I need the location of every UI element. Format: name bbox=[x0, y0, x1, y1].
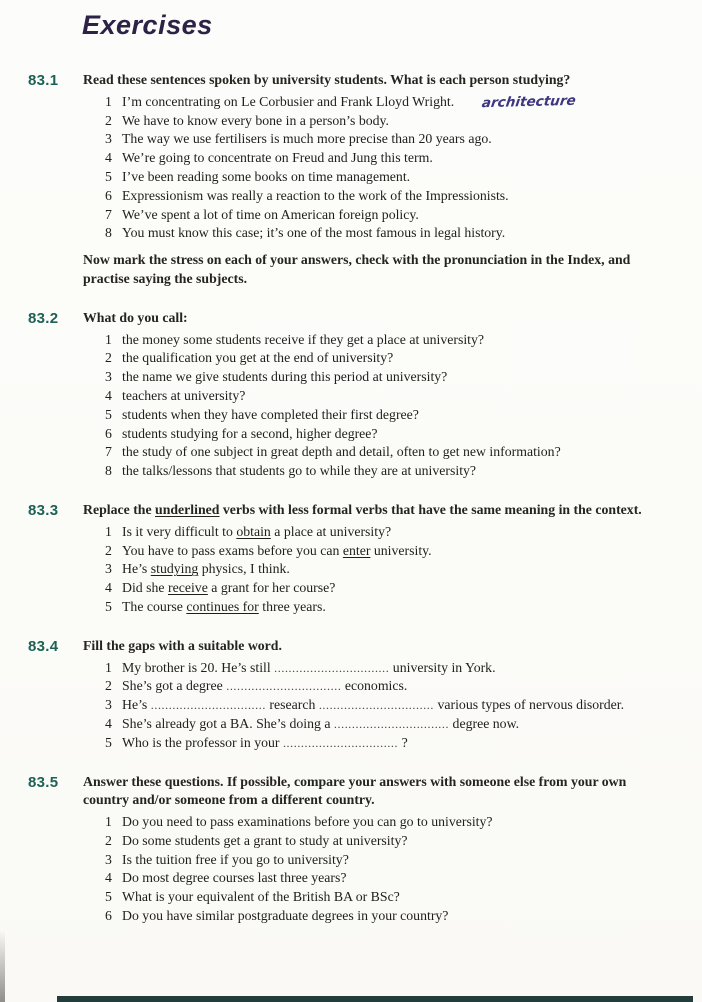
item-text bbox=[122, 598, 670, 617]
item-text bbox=[122, 734, 670, 753]
item-number: 3 bbox=[105, 851, 112, 867]
item-number: 2 bbox=[105, 678, 112, 694]
text-segment: He’s bbox=[122, 697, 151, 713]
exercise-instruction bbox=[83, 773, 670, 811]
text-segment: physics, I think. bbox=[198, 561, 290, 577]
item-text bbox=[122, 224, 670, 243]
item-text bbox=[122, 368, 670, 387]
item-number: 4 bbox=[105, 715, 112, 731]
item-text bbox=[122, 93, 670, 112]
exercise-instruction bbox=[83, 71, 670, 90]
fill-gap-blank[interactable]: ................................ bbox=[274, 660, 390, 675]
item-number: 6 bbox=[105, 187, 112, 203]
item-text bbox=[122, 331, 670, 350]
item-text bbox=[122, 907, 670, 926]
text-segment: Is it very difficult to bbox=[122, 523, 237, 539]
item-number: 2 bbox=[105, 350, 112, 366]
item-number: 1 bbox=[105, 331, 112, 347]
exercise-body bbox=[83, 637, 702, 753]
exercise-83-3 bbox=[0, 501, 702, 617]
exercise-item bbox=[105, 677, 670, 696]
text-segment: We have to know every bone in a person’s body. bbox=[122, 112, 389, 128]
text-segment: Do some students get a grant to study at university? bbox=[122, 832, 408, 848]
item-text bbox=[122, 851, 670, 870]
text-segment: The way we use fertilisers is much more precise than 20 years ago. bbox=[122, 131, 492, 147]
exercise-item bbox=[105, 888, 670, 907]
exercise-item bbox=[105, 406, 670, 425]
exercise-instruction bbox=[83, 637, 670, 656]
item-number: 2 bbox=[105, 542, 112, 558]
exercise-item bbox=[105, 869, 670, 888]
page-title: Exercises bbox=[82, 10, 213, 40]
exercise-item bbox=[105, 832, 670, 851]
text-segment: Read these sentences spoken by university students. What is each person studying? bbox=[83, 72, 571, 87]
item-number: 1 bbox=[105, 523, 112, 539]
text-segment: degree now. bbox=[449, 715, 520, 731]
exercise-item bbox=[105, 187, 670, 206]
exercise-number: 83.3 bbox=[28, 501, 59, 519]
item-number: 5 bbox=[105, 889, 112, 905]
text-segment: the money some students receive if they get a place at university? bbox=[122, 331, 485, 347]
item-text bbox=[122, 542, 670, 561]
exercise-83-5 bbox=[0, 773, 702, 926]
page-edge-shadow bbox=[0, 930, 5, 1002]
item-text bbox=[122, 168, 670, 187]
item-number: 1 bbox=[105, 659, 112, 675]
exercise-item-list bbox=[83, 331, 670, 481]
text-segment: research bbox=[265, 697, 319, 713]
exercise-item bbox=[105, 907, 670, 926]
exercise-item bbox=[105, 206, 670, 225]
exercise-item bbox=[105, 462, 670, 481]
item-number: 1 bbox=[105, 814, 112, 830]
item-text bbox=[122, 387, 670, 406]
item-text bbox=[122, 677, 670, 696]
text-segment: I’ve been reading some books on time management. bbox=[122, 168, 411, 184]
exercise-83-2 bbox=[0, 309, 702, 481]
text-segment: I’m concentrating on Le Corbusier and Frank Lloyd Wright. bbox=[122, 93, 455, 109]
text-segment: You must know this case; it’s one of the most famous in legal history. bbox=[122, 225, 506, 241]
text-segment: Is the tuition free if you go to university? bbox=[122, 851, 349, 867]
exercise-item bbox=[105, 734, 670, 753]
item-text bbox=[122, 349, 670, 368]
text-segment: university in York. bbox=[389, 659, 496, 675]
item-text bbox=[122, 112, 670, 131]
item-text bbox=[122, 579, 670, 598]
item-text bbox=[122, 130, 670, 149]
item-number: 7 bbox=[105, 444, 112, 460]
item-text bbox=[122, 425, 670, 444]
fill-gap-blank[interactable]: ................................ bbox=[150, 698, 266, 713]
text-segment: Replace the bbox=[83, 501, 156, 517]
item-number: 4 bbox=[105, 150, 112, 166]
exercise-item bbox=[105, 659, 670, 678]
exercise-item bbox=[105, 696, 670, 715]
text-segment: Did she bbox=[122, 580, 168, 596]
underlined-word: receive bbox=[168, 580, 208, 596]
item-number: 4 bbox=[105, 870, 112, 886]
text-segment: the talks/lessons that students go to while they are at university? bbox=[122, 463, 477, 479]
item-text bbox=[122, 560, 670, 579]
handwritten-answer: architecture bbox=[480, 92, 577, 112]
text-segment: Do you need to pass examinations before you can go to university? bbox=[122, 814, 493, 830]
text-segment: What do you call: bbox=[83, 309, 188, 325]
exercise-item bbox=[105, 715, 670, 734]
underlined-word: enter bbox=[342, 542, 371, 558]
item-text bbox=[122, 813, 670, 832]
footer-bar bbox=[57, 996, 693, 1002]
exercise-item-list bbox=[83, 93, 670, 243]
exercise-item bbox=[105, 112, 670, 131]
exercise-item bbox=[105, 224, 670, 243]
exercise-item bbox=[105, 168, 670, 187]
text-segment: Who is the professor in your bbox=[122, 734, 283, 750]
exercise-item bbox=[105, 443, 670, 462]
item-number: 5 bbox=[105, 406, 112, 422]
text-segment: She’s already got a BA. She’s doing a bbox=[122, 715, 334, 731]
text-segment: Answer these questions. If possible, compare your answers with someone else from your own country and/or someone from a different country. bbox=[83, 773, 627, 808]
exercise-item bbox=[105, 542, 670, 561]
exercise-body bbox=[83, 309, 702, 481]
exercise-83-1 bbox=[0, 71, 702, 289]
item-text bbox=[122, 696, 670, 715]
fill-gap-blank[interactable]: ................................ bbox=[333, 716, 450, 731]
item-text bbox=[122, 206, 670, 225]
text-segment: a grant for her course? bbox=[207, 580, 336, 596]
text-segment: university. bbox=[370, 542, 432, 558]
exercise-item-list bbox=[83, 659, 670, 753]
text-segment: You have to pass exams before you can bbox=[122, 542, 343, 558]
text-segment: Fill the gaps with a suitable word. bbox=[83, 637, 282, 653]
fill-gap-blank[interactable]: ................................ bbox=[318, 698, 435, 713]
item-text bbox=[122, 406, 670, 425]
text-segment: We’ve spent a lot of time on American foreign policy. bbox=[122, 206, 419, 222]
exercise-item bbox=[105, 425, 670, 444]
exercise-item bbox=[105, 149, 670, 168]
exercise-83-4 bbox=[0, 637, 702, 753]
exercise-item bbox=[105, 368, 670, 387]
item-number: 1 bbox=[105, 93, 112, 109]
text-segment: Do most degree courses last three years? bbox=[122, 870, 347, 886]
exercise-item bbox=[105, 598, 670, 617]
exercise-body bbox=[83, 501, 702, 617]
exercise-item bbox=[105, 130, 670, 149]
item-text bbox=[122, 888, 670, 907]
item-number: 5 bbox=[105, 734, 112, 750]
text-segment: ? bbox=[398, 734, 408, 750]
text-segment: students studying for a second, higher degree? bbox=[122, 425, 378, 441]
exercise-body bbox=[83, 71, 702, 289]
text-segment: The course bbox=[122, 598, 187, 614]
text-segment: the qualification you get at the end of university? bbox=[122, 350, 394, 366]
exercise-number: 83.5 bbox=[28, 773, 59, 791]
item-text bbox=[122, 187, 670, 206]
item-text bbox=[122, 659, 670, 678]
exercise-item bbox=[105, 851, 670, 870]
exercise-instruction bbox=[83, 309, 670, 328]
underlined-word: underlined bbox=[155, 501, 220, 517]
item-text bbox=[122, 462, 670, 481]
item-number: 8 bbox=[105, 225, 112, 241]
text-segment: verbs with less formal verbs that have the same meaning in the context. bbox=[219, 501, 642, 517]
text-segment: the name we give students during this period at university? bbox=[122, 369, 448, 385]
exercise-item bbox=[105, 387, 670, 406]
text-segment: teachers at university? bbox=[122, 387, 246, 403]
item-text bbox=[122, 869, 670, 888]
text-segment: My brother is 20. He’s still bbox=[122, 659, 275, 675]
fill-gap-blank[interactable]: ................................ bbox=[282, 735, 399, 750]
exercise-item bbox=[105, 579, 670, 598]
item-number: 3 bbox=[105, 131, 112, 147]
text-segment: What is your equivalent of the British BA or BSc? bbox=[122, 889, 400, 905]
exercise-body bbox=[83, 773, 702, 926]
exercise-item bbox=[105, 523, 670, 542]
item-text bbox=[122, 443, 670, 462]
item-number: 2 bbox=[105, 112, 112, 128]
exercise-number: 83.2 bbox=[28, 309, 59, 327]
text-segment: various types of nervous disorder. bbox=[434, 697, 625, 713]
text-segment: She’s got a degree bbox=[122, 678, 227, 694]
underlined-word: studying bbox=[150, 561, 199, 577]
exercise-item-list bbox=[83, 523, 670, 617]
underlined-word: obtain bbox=[236, 523, 271, 539]
exercise-item bbox=[105, 93, 670, 112]
item-number: 4 bbox=[105, 387, 112, 403]
item-number: 3 bbox=[105, 369, 112, 385]
exercise-item bbox=[105, 331, 670, 350]
text-segment: three years. bbox=[258, 598, 326, 614]
item-number: 5 bbox=[105, 168, 112, 184]
item-text bbox=[122, 715, 670, 734]
exercise-item bbox=[105, 813, 670, 832]
item-number: 3 bbox=[105, 561, 112, 577]
text-segment: Expressionism was really a reaction to the work of the Impressionists. bbox=[122, 187, 509, 203]
item-text bbox=[122, 523, 670, 542]
underlined-word: continues for bbox=[186, 598, 259, 614]
item-number: 6 bbox=[105, 908, 112, 924]
text-segment: economics. bbox=[341, 678, 408, 694]
followup-instruction: Now mark the stress on each of your answers, check with the pronunciation in the Index, and practise saying the subjects. bbox=[83, 252, 631, 286]
item-number: 7 bbox=[105, 206, 112, 222]
item-number: 4 bbox=[105, 580, 112, 596]
item-number: 8 bbox=[105, 463, 112, 479]
exercise-instruction bbox=[83, 501, 670, 520]
exercise-number: 83.4 bbox=[28, 637, 59, 655]
text-segment: a place at university? bbox=[270, 523, 392, 539]
exercise-item bbox=[105, 349, 670, 368]
exercise-number: 83.1 bbox=[28, 72, 59, 89]
item-number: 3 bbox=[105, 697, 112, 713]
text-segment: the study of one subject in great depth and detail, often to get new information? bbox=[122, 444, 561, 460]
item-number: 6 bbox=[105, 425, 112, 441]
item-number: 2 bbox=[105, 832, 112, 848]
fill-gap-blank[interactable]: ................................ bbox=[226, 679, 342, 694]
text-segment: Do you have similar postgraduate degrees in your country? bbox=[122, 908, 449, 924]
exercise-item-list bbox=[83, 813, 670, 926]
exercise-item bbox=[105, 560, 670, 579]
text-segment: He’s bbox=[122, 561, 151, 577]
text-segment: students when they have completed their first degree? bbox=[122, 406, 419, 422]
item-text bbox=[122, 832, 670, 851]
item-number: 5 bbox=[105, 598, 112, 614]
text-segment: We’re going to concentrate on Freud and Jung this term. bbox=[122, 150, 433, 166]
item-text bbox=[122, 149, 670, 168]
